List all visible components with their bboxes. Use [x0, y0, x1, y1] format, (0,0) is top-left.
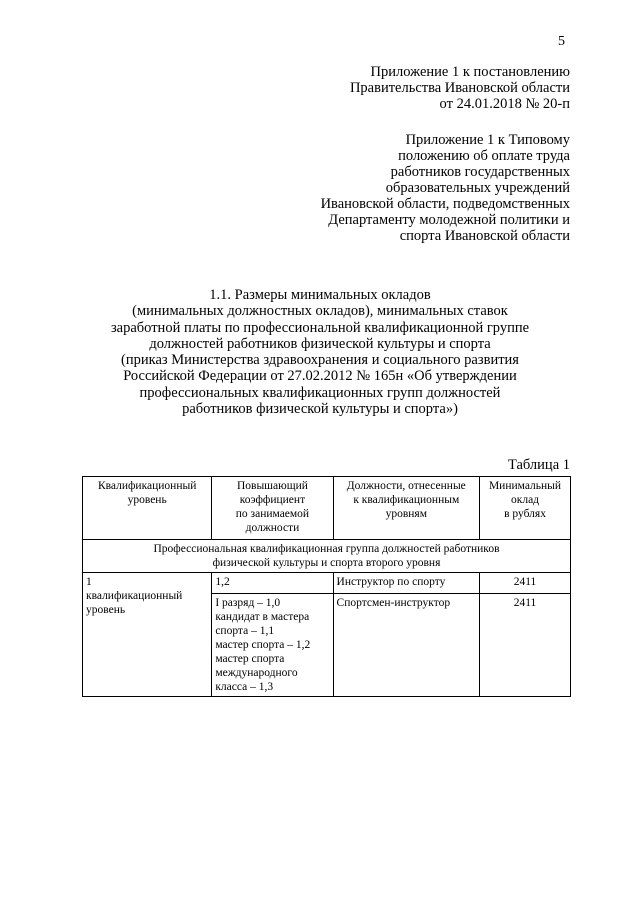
- document-title: [60, 287, 580, 417]
- coefficient-cell: I разряд – 1,0 кандидат в мастера спорта – 1,1 мастер спорта – 1,2 мастер спорта международного класса – 1,3: [212, 594, 333, 697]
- appendix-line: Ивановской области, подведомственных: [320, 196, 570, 212]
- title-line: работников физической культуры и спорта»): [182, 401, 458, 418]
- title-line: заработной платы по профессиональной квалификационной группе: [110, 319, 530, 336]
- approval-reference: [350, 64, 570, 112]
- title-line: (минимальных должностных окладов), минимальных ставок: [132, 303, 508, 320]
- position-cell: Инструктор по спорту: [333, 573, 480, 594]
- header-positions: Должности, отнесенные к квалификационным уровням: [333, 477, 480, 540]
- title-line: профессиональных квалификационных групп должностей: [139, 384, 501, 401]
- header-min-salary: Минимальный оклад в рублях: [480, 477, 571, 540]
- title-line: Российской Федерации от 27.02.2012 № 165н «Об утверждении: [123, 368, 517, 385]
- approval-line: от 24.01.2018 № 20-п: [439, 96, 570, 112]
- table-header-row: [83, 477, 571, 540]
- title-line: 1.1. Размеры минимальных окладов: [209, 287, 431, 303]
- appendix-line: Приложение 1 к Типовому: [405, 132, 570, 148]
- page-number: 5: [558, 34, 565, 49]
- appendix-line: спорта Ивановской области: [399, 228, 570, 244]
- salary-table: [82, 476, 571, 697]
- qualification-level-cell: 1 квалификационный уровень: [83, 573, 212, 697]
- table-row: [83, 573, 571, 594]
- table-label: Таблица 1: [507, 457, 570, 473]
- coefficient-cell: 1,2: [212, 573, 333, 594]
- appendix-line: образовательных учреждений: [385, 180, 570, 196]
- salary-cell: 2411: [480, 573, 571, 594]
- appendix-line: работников государственных: [390, 164, 570, 180]
- qualification-group-title: Профессиональная квалификационная группа должностей работников физической культуры и спорта второго уровня: [83, 540, 571, 573]
- salary-cell: 2411: [480, 594, 571, 697]
- header-coefficient: Повышающий коэффициент по занимаемой должности: [212, 477, 333, 540]
- appendix-line: Департаменту молодежной политики и: [328, 212, 570, 228]
- approval-line: Приложение 1 к постановлению: [370, 64, 570, 80]
- position-cell: Спортсмен-инструктор: [333, 594, 480, 697]
- title-line: (приказ Министерства здравоохранения и социального развития: [121, 352, 519, 369]
- title-line: должностей работников физической культуры и спорта: [149, 335, 491, 352]
- appendix-reference: [321, 132, 570, 244]
- header-qualification-level: Квалификационный уровень: [83, 477, 212, 540]
- appendix-line: положению об оплате труда: [398, 148, 570, 164]
- group-row: [83, 540, 571, 573]
- approval-line: Правительства Ивановской области: [349, 80, 570, 96]
